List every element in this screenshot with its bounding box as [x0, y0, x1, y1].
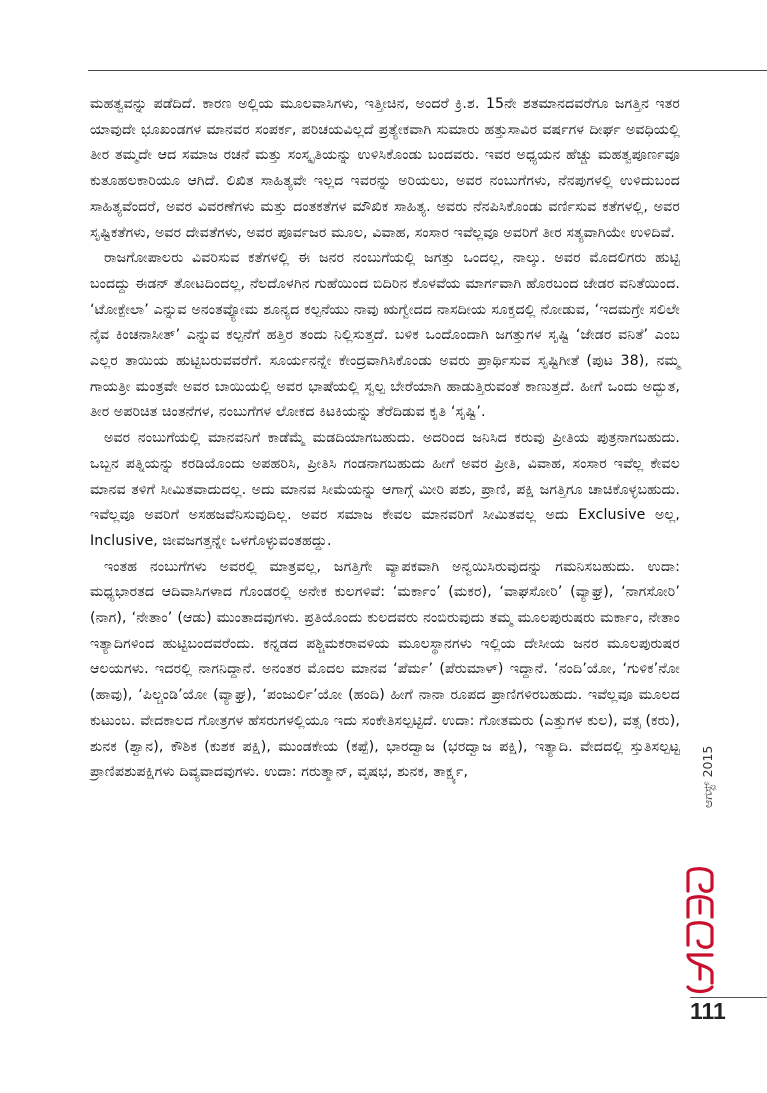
issue-date: ಆಗಸ್ಟ್ 2015: [700, 745, 715, 808]
header-rule: [88, 70, 767, 71]
article-body: [90, 92, 680, 786]
article-paragraph: ಇಂತಹ ನಂಬುಗೆಗಳು ಅವರಲ್ಲಿ ಮಾತ್ರವಲ್ಲ, ಜಗತ್ತಿಗೇ ವ್ಯಾಪಕವಾಗಿ ಅನ್ವಯಿಸಿರುವುದನ್ನು ಗಮನಿಸಬಹುದು. ಉದಾ: ಮಧ್ಯಭಾರತದ ಆದಿವಾಸಿಗಳಾದ ಗೊಂಡರಲ್ಲಿ ಅನೇಕ ಕುಲಗಳಿವೆ: ‘ಮರ್ಕಾಂ’ (ಮಕರ), ‘ವಾಘಸೋರಿ’ (ವ್ಯಾಘ್ರ), ‘ನಾಗಸೋರಿ’ (ನಾಗ), ‘ನೇತಾಂ’ (ಆಡು) ಮುಂತಾದವುಗಳು. ಪ್ರತಿಯೊಂದು ಕುಲದವರು ನಂಬಿರುವುದು ತಮ್ಮ ಮೂಲಪುರುಷರು ಮರ್ಕಾಂ, ನೇತಾಂ ಇತ್ಯಾದಿಗಳಿಂದ ಹುಟ್ಟಿಬಂದವರೆಂದು. ಕನ್ನಡದ ಪಶ್ಚಿಮಕರಾವಳಿಯ ಮೂಲಸ್ಥಾನಗಳು ಇಲ್ಲಿಯ ದೇಸೀಯ ಜನರ ಮೂಲಪುರುಷರ ಆಲಯಗಳು. ಇದರಲ್ಲಿ ನಾಗನಿದ್ದಾನೆ. ಅನಂತರ ಮೊದಲ ಮಾನವ ‘ಪೆರ್ಮ’ (ಪೆರುಮಾಳ್) ಇದ್ದಾನೆ. ‘ನಂದಿ’ಯೋ, ‘ಗುಳಿಕ’ನೋ (ಹಾವು), ‘ಪಿಲ್ಚಂಡಿ’ಯೋ (ವ್ಯಾಘ್ರ), ‘ಪಂಜುರ್ಲಿ’ಯೋ (ಹಂದಿ) ಹೀಗೆ ನಾನಾ ರೂಪದ ಪ್ರಾಣಿಗಳಿರಬಹುದು. ಇವೆಲ್ಲವೂ ಮೂಲದ ಕುಟುಂಬ. ವೇದಕಾಲದ ಗೋತ್ರಗಳ ಹೆಸರುಗಳಲ್ಲಿಯೂ ಇದು ಸಂಕೇತಿಸಲ್ಪಟ್ಟಿದೆ. ಉದಾ: ಗೋತಮರು (ಎತ್ತುಗಳ ಕುಲ), ವತ್ಸ (ಕರು), ಶುನಕ (ಶ್ವಾನ), ಕೌಶಿಕ (ಕುಶಕ ಪಕ್ಷಿ), ಮುಂಡಕೇಯ (ಕಪ್ಪೆ), ಭಾರದ್ವಾಜ (ಭರದ್ವಾಜ ಪಕ್ಷಿ), ಇತ್ಯಾದಿ. ವೇದದಲ್ಲಿ ಸ್ತುತಿಸಲ್ಪಟ್ಟ ಪ್ರಾಣಿಪಶುಪಕ್ಷಿಗಳು ದಿವ್ಯವಾದವುಗಳು. ಉದಾ: ಗರುತ್ಮಾನ್, ವೃಷಭ, ಶುನಕ, ತಾರ್ಕ್ಷ್ಯ,: [90, 558, 680, 781]
article-paragraph: ಮಹತ್ವವನ್ನು ಪಡೆದಿದೆ. ಕಾರಣ ಅಲ್ಲಿಯ ಮೂಲವಾಸಿಗಳು, ಇತ್ತೀಚಿನ, ಅಂದರೆ ಕ್ರಿ.ಶ. 15ನೇ ಶತಮಾನದವರೆಗೂ ಜಗತ್ತಿನ ಇತರ ಯಾವುದೇ ಭೂಖಂಡಗಳ ಮಾನವರ ಸಂಪರ್ಕ, ಪರಿಚಯವಿಲ್ಲದೆ ಪ್ರತ್ಯೇಕವಾಗಿ ಸುಮಾರು ಹತ್ತುಸಾವಿರ ವರ್ಷಗಳ ದೀರ್ಘ ಅವಧಿಯಲ್ಲಿ ತೀರ ತಮ್ಮದೇ ಆದ ಸಮಾಜ ರಚನೆ ಮತ್ತು ಸಂಸ್ಕೃತಿಯನ್ನು ಉಳಿಸಿಕೊಂಡು ಬಂದವರು. ಇವರ ಅಧ್ಯಯನ ಹೆಚ್ಚು ಮಹತ್ವಪೂರ್ಣವೂ ಕುತೂಹಲಕಾರಿಯೂ ಆಗಿದೆ. ಲಿಖಿತ ಸಾಹಿತ್ಯವೇ ಇಲ್ಲದ ಇವರನ್ನು ಅರಿಯಲು, ಅವರ ನಂಬುಗೆಗಳು, ನೆನಪುಗಳಲ್ಲಿ ಉಳಿದುಬಂದ ಸಾಹಿತ್ಯವೆಂದರೆ, ಅವರ ವಿವರಣೆಗಳು ಮತ್ತು ದಂತಕತೆಗಳ ಮೌಖಿಕ ಸಾಹಿತ್ಯ. ಅವರು ನೆನಪಿಸಿಕೊಂಡು ವರ್ಣಿಸುವ ಕತೆಗಳಲ್ಲಿ, ಅವರ ಸೃಷ್ಟಿಕತೆಗಳು, ಅವರ ದೇವತೆಗಳು, ಅವರ ಪೂರ್ವಜರ ಮೂಲ, ವಿವಾಹ, ಸಂಸಾರ ಇವೆಲ್ಲವೂ ಅವರಿಗೆ ತೀರ ಸತ್ಯವಾಗಿಯೇ ಉಳಿದಿವೆ.: [90, 96, 680, 241]
magazine-logo-mark: [684, 865, 716, 995]
article-paragraph: ಅವರ ನಂಬುಗೆಯಲ್ಲಿ ಮಾನವನಿಗೆ ಕಾಡೆಮ್ಮೆ ಮಡದಿಯಾಗಬಹುದು. ಅದರಿಂದ ಜನಿಸಿದ ಕರುವು ಪ್ರೀತಿಯ ಪುತ್ರನಾಗಬಹುದು. ಒಬ್ಬನ ಪತ್ನಿಯನ್ನು ಕರಡಿಯೊಂದು ಅಪಹರಿಸಿ, ಪ್ರೀತಿಸಿ ಗಂಡನಾಗಬಹುದು ಹೀಗೆ ಅವರ ಪ್ರೀತಿ, ವಿವಾಹ, ಸಂಸಾರ ಇವೆಲ್ಲ ಕೇವಲ ಮಾನವ ತಳಿಗೆ ಸೀಮಿತವಾದುದಲ್ಲ. ಅದು ಮಾನವ ಸೀಮೆಯನ್ನು ಆಗಾಗ್ಗೆ ಮೀರಿ ಪಶು, ಪ್ರಾಣಿ, ಪಕ್ಷಿ ಜಗತ್ತಿಗೂ ಚಾಚಿಕೊಳ್ಳಬಹುದು. ಇವೆಲ್ಲವೂ ಅವರಿಗೆ ಅಸಹಜವೆನಿಸುವುದಿಲ್ಲ. ಅವರ ಸಮಾಜ ಕೇವಲ ಮಾನವರಿಗೆ ಸೀಮಿತವಲ್ಲ ಅದು Exclusive ಅಲ್ಲ, Inclusive, ಜೀವಜಗತ್ತನ್ನೇ ಒಳಗೊಳ್ಳುವಂತಹದ್ದು.: [90, 430, 680, 549]
magazine-logo: [684, 865, 716, 995]
page-number: 111: [690, 998, 726, 1024]
article-paragraph: ರಾಜಗೋಪಾಲರು ವಿವರಿಸುವ ಕತೆಗಳಲ್ಲಿ ಈ ಜನರ ನಂಬುಗೆಯಲ್ಲಿ ಜಗತ್ತು ಒಂದಲ್ಲ, ನಾಲ್ಕು. ಅವರ ಮೊದಲಿಗರು ಹುಟ್ಟಿ ಬಂದದ್ದು ಈಡನ್ ತೋಟದಿಂದಲ್ಲ, ನೆಲದೊಳಗಿನ ಗುಹೆಯಿಂದ ಬಿದಿರಿನ ಕೊಳವೆಯ ಮಾರ್ಗವಾಗಿ ಹೊರಬಂದ ಜೇಡರ ವನಿತೆಯಿಂದ. ‘ಟೋಕ್ಪೇಲಾ’ ಎನ್ನುವ ಅನಂತವ್ಯೋಮ ಶೂನ್ಯದ ಕಲ್ಪನೆಯು ನಾವು ಋಗ್ವೇದದ ನಾಸದೀಯ ಸೂಕ್ತದಲ್ಲಿ ನೋಡುವ, ‘ಇದಮಗ್ರೇ ಸಲಿಲೇ ನೈವ ಕಿಂಚನಾಸೀತ್’ ಎನ್ನುವ ಕಲ್ಪನೆಗೆ ಹತ್ತಿರ ತಂದು ನಿಲ್ಲಿಸುತ್ತದೆ. ಬಳಿಕ ಒಂದೊಂದಾಗಿ ಜಗತ್ತುಗಳ ಸೃಷ್ಟಿ ‘ಜೇಡರ ವನಿತೆ’ ಎಂಬ ಎಲ್ಲರ ತಾಯಿಯ ಹುಟ್ಟಿಬರುವವರೆಗೆ. ಸೂರ್ಯನನ್ನೇ ಕೇಂದ್ರವಾಗಿಸಿಕೊಂಡು ಅವರು ಪ್ರಾರ್ಥಿಸುವ ಸೃಷ್ಟಿಗೀತೆ (ಪುಟ 38), ನಮ್ಮ ಗಾಯತ್ರೀ ಮಂತ್ರವೇ ಅವರ ಬಾಯಿಯಲ್ಲಿ ಅವರ ಭಾಷೆಯಲ್ಲಿ ಸ್ವಲ್ಪ ಬೇರೆಯಾಗಿ ಹಾಡುತ್ತಿರುವಂತೆ ಕಾಣುತ್ತದೆ. ಹೀಗೆ ಒಂದು ಅದ್ಭುತ, ತೀರ ಅಪರಿಚಿತ ಚಿಂತನೆಗಳ, ನಂಬುಗೆಗಳ ಲೋಕದ ಕಿಟಕಿಯನ್ನು ತೆರೆದಿಡುವ ಕೃತಿ ‘ಸೃಷ್ಟಿ’.: [90, 250, 680, 421]
